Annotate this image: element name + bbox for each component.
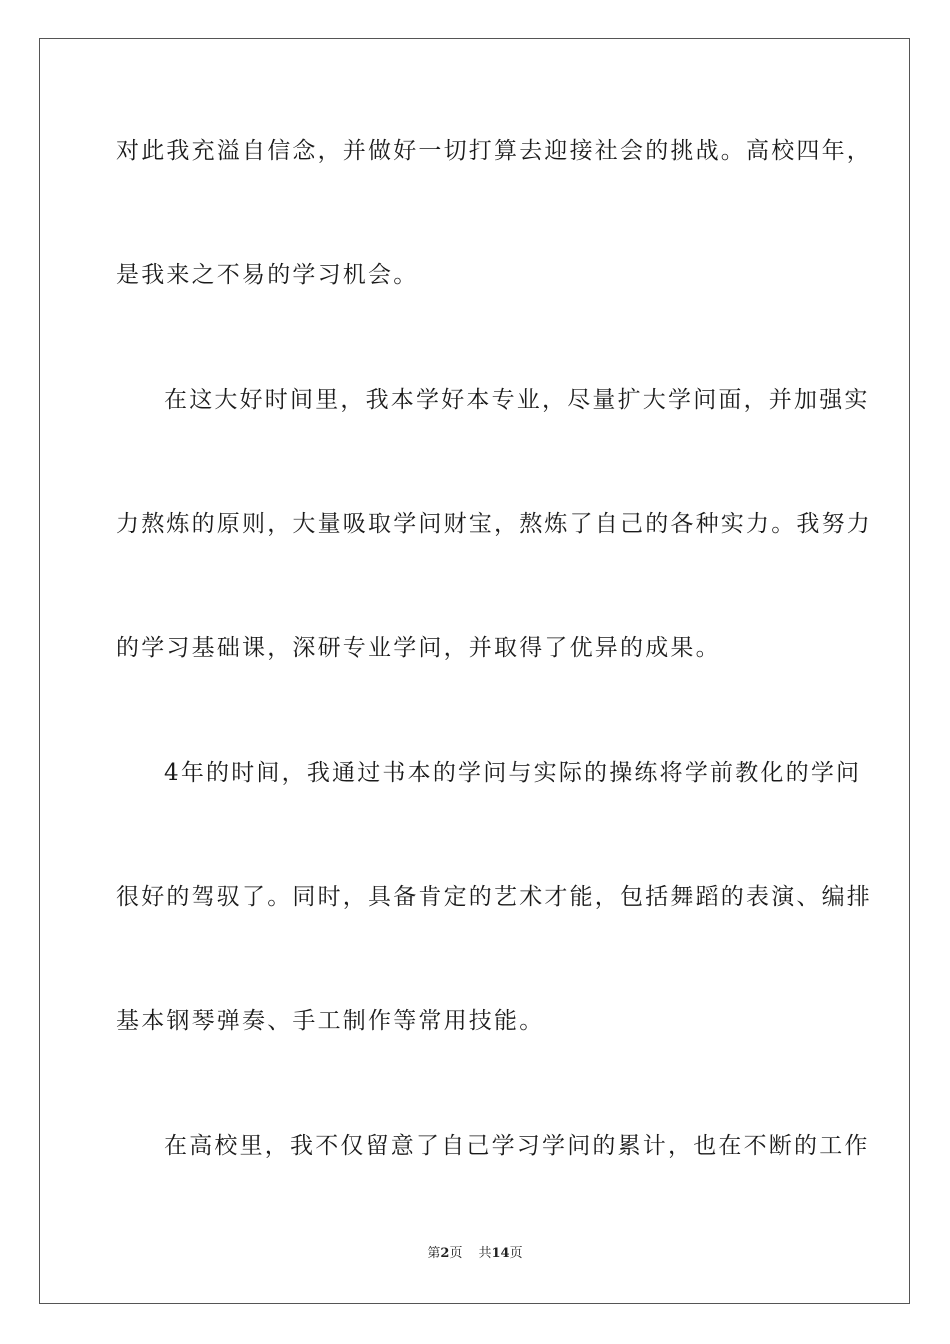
- page-prefix: 第: [427, 1246, 441, 1261]
- page-border: [39, 38, 910, 1304]
- text-line: 是我来之不易的学习机会。: [116, 262, 419, 288]
- total-pages: 14: [491, 1246, 510, 1261]
- text-line: 很好的驾驭了。同时，具备肯定的艺术才能，包括舞蹈的表演、编排: [116, 884, 872, 910]
- page-number: 2: [440, 1246, 450, 1261]
- text-line: 基本钢琴弹奏、手工制作等常用技能。: [116, 1008, 545, 1034]
- total-suffix: 页: [509, 1246, 523, 1261]
- text-line: 力熬炼的原则，大量吸取学问财宝，熬炼了自己的各种实力。我努力: [116, 511, 872, 537]
- paragraph-start-line: 在这大好时间里，我本学好本专业，尽量扩大学问面，并加强实: [164, 387, 870, 413]
- page-footer: [0, 1246, 950, 1262]
- text-line: 对此我充溢自信念，并做好一切打算去迎接社会的挑战。高校四年，: [116, 138, 872, 164]
- paragraph-start-line: 4年的时间，我通过书本的学问与实际的操练将学前教化的学问: [164, 760, 862, 786]
- total-prefix: 共: [478, 1246, 492, 1261]
- page-suffix: 页: [449, 1246, 463, 1261]
- paragraph-start-line: 在高校里，我不仅留意了自己学习学问的累计，也在不断的工作: [164, 1133, 870, 1159]
- text-line: 的学习基础课，深研专业学问，并取得了优异的成果。: [116, 635, 721, 661]
